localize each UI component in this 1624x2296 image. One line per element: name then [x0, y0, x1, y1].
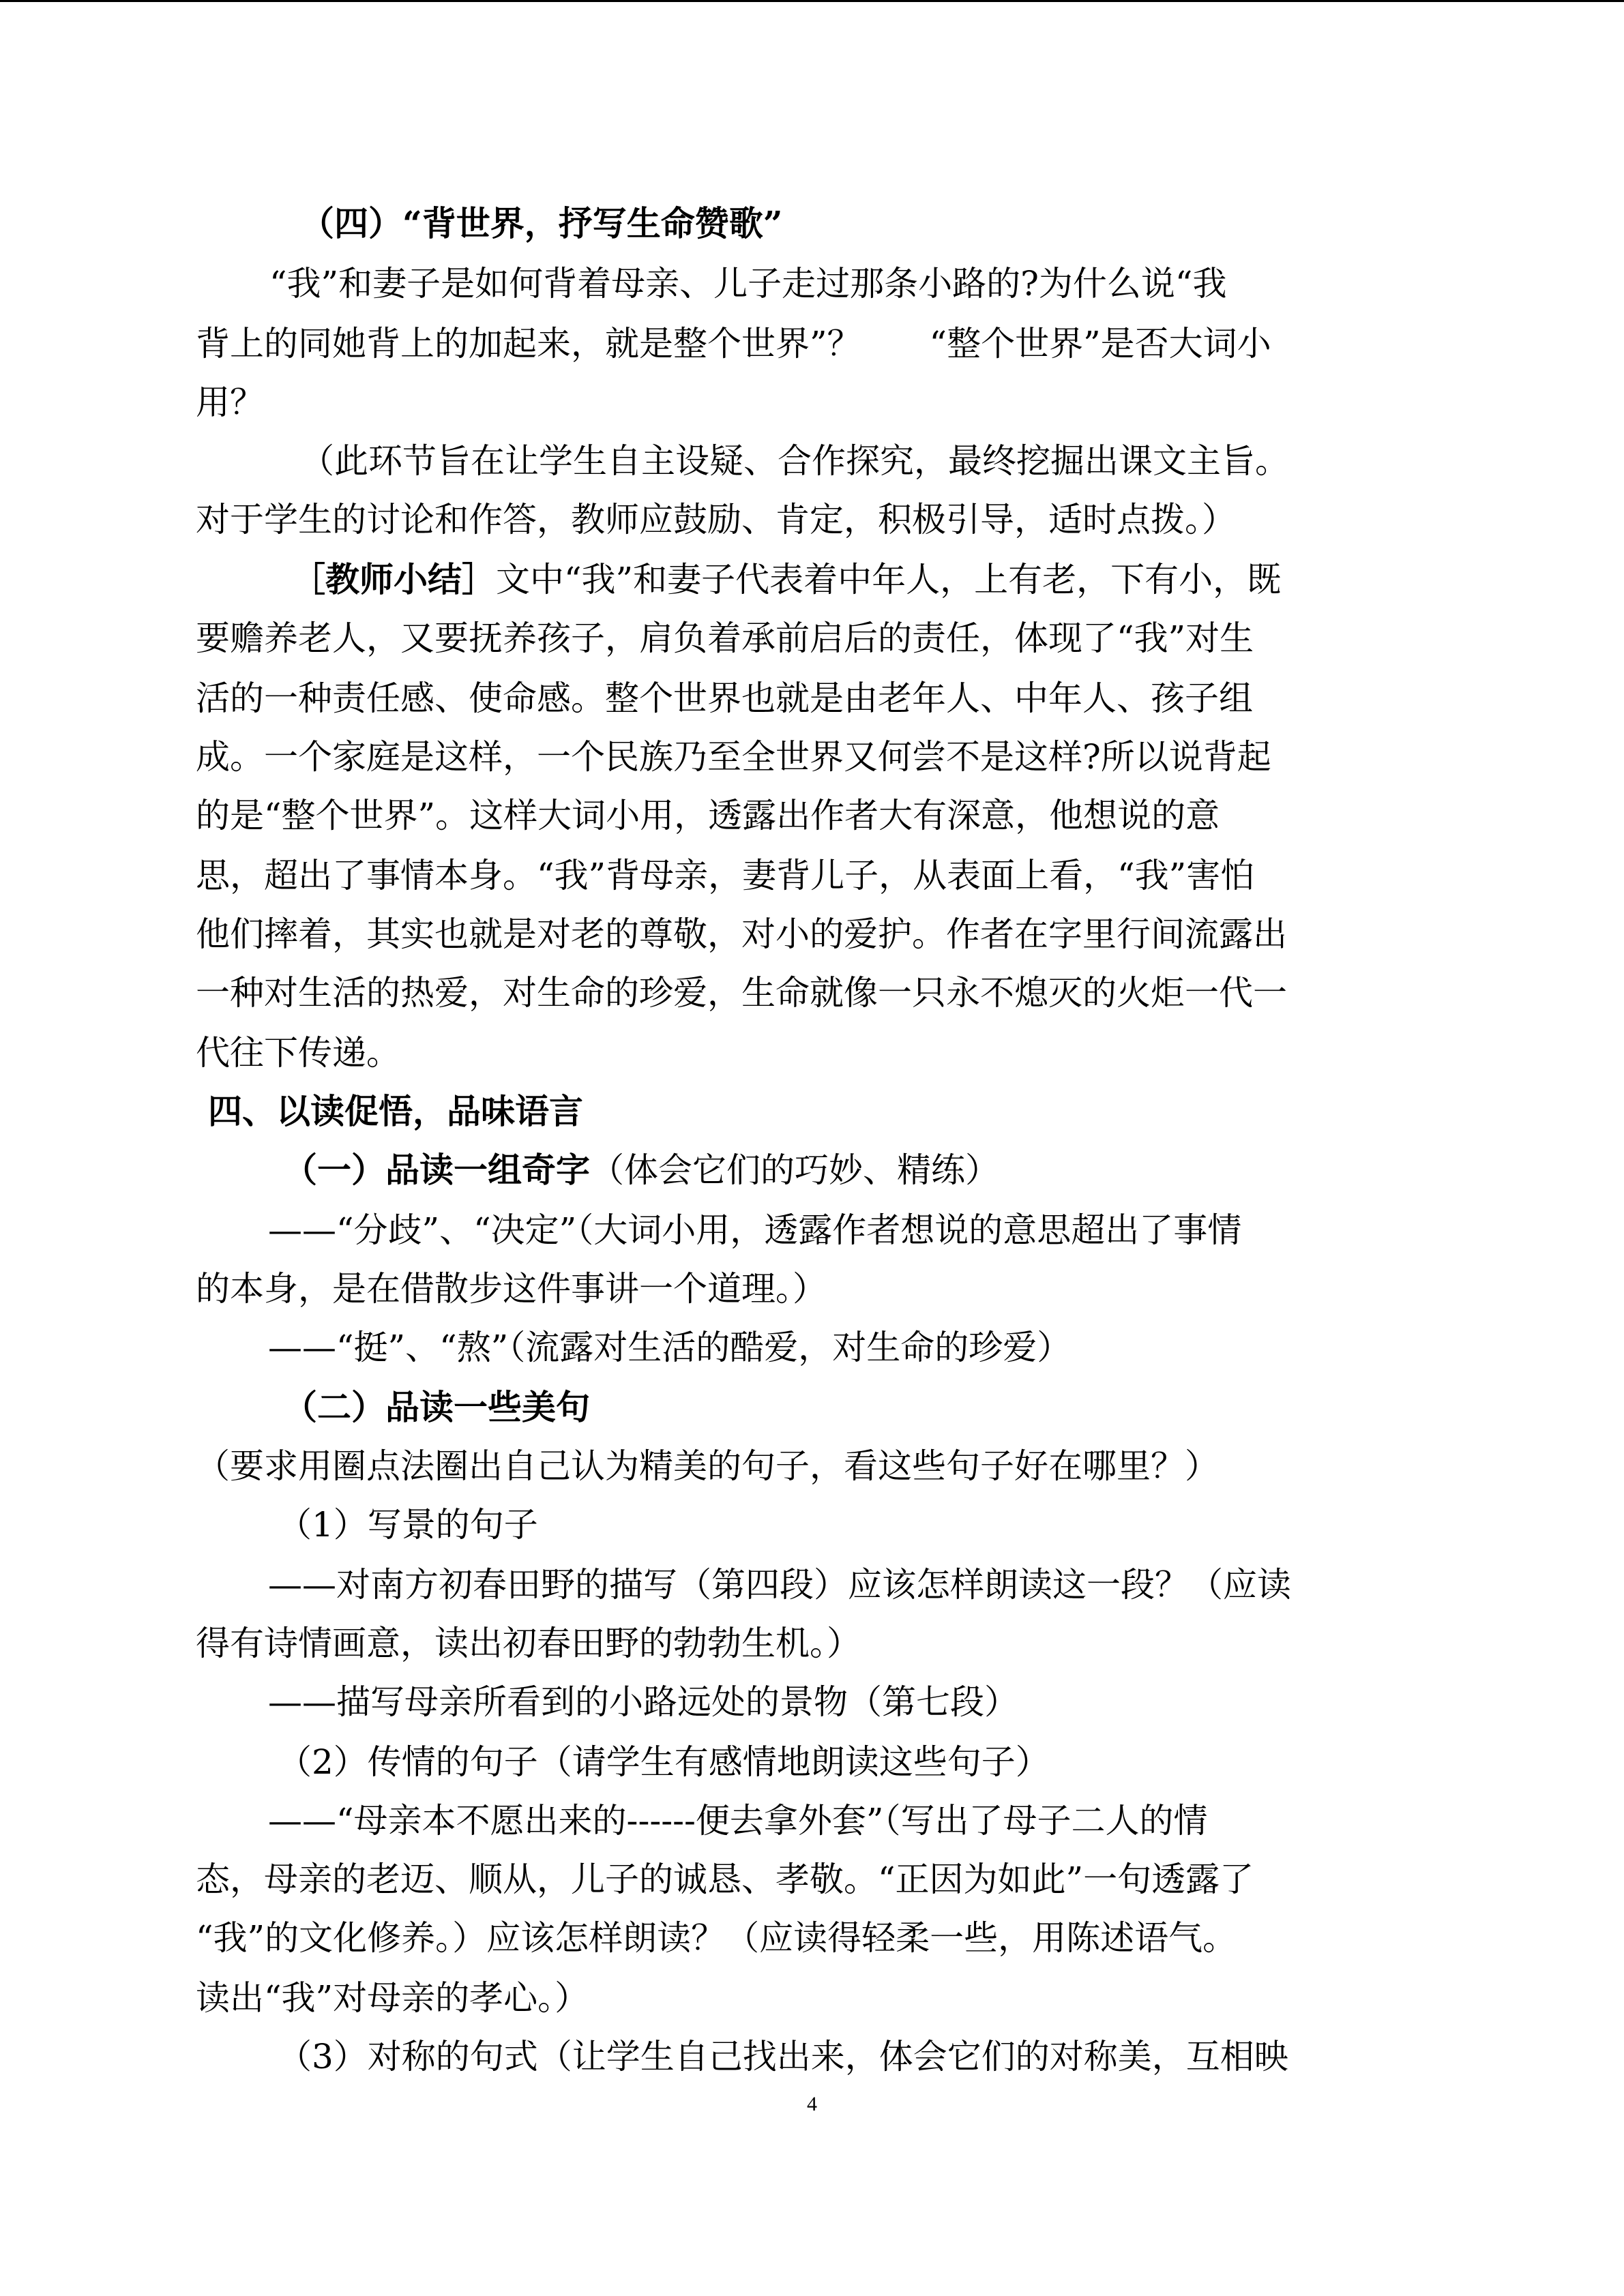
line-text: 他们摔着，其实也就是对老的尊敬，对小的爱护。作者在字里行间流露出	[196, 914, 1287, 954]
line-text: 要赡养老人，又要抚养孩子，肩负着承前启后的责任，体现了“我”对生	[196, 618, 1254, 658]
text-line	[196, 1978, 589, 2018]
text-line	[268, 1210, 1241, 1251]
line-text: （3）对称的句式（让学生自己找出来，体会它们的对称美，互相映	[278, 2037, 1288, 2076]
line-text: 态，母亲的老迈、顺从，儿子的诚恳、孝敬。“正因为如此”一句透露了	[196, 1860, 1254, 1899]
text-line	[196, 1268, 827, 1309]
text-line	[196, 1032, 400, 1073]
text-line	[283, 1150, 999, 1191]
line-text: 背上的同她背上的加起来，就是整个世界”？ “整个世界”是否大词小	[196, 324, 1271, 363]
line-text: 一种对生活的热爱，对生命的珍爱，生命就像一只永不熄灭的火炬一代一	[196, 973, 1287, 1013]
line-text: （2）传情的句子（请学生有感情地朗读这些句子）	[278, 1742, 1050, 1782]
line-text: 代往下传递。	[196, 1033, 400, 1073]
bold-label: （一）品读一组奇字	[283, 1150, 590, 1190]
text-line	[196, 1918, 1237, 1958]
text-line	[196, 1446, 1219, 1487]
text-line	[196, 972, 1287, 1013]
line-text: ——对南方初春田野的描写（第四段）应该怎样朗读这一段？（应读	[268, 1565, 1291, 1605]
text-line	[196, 736, 1271, 777]
line-text: （要求用圈点法圈出自己认为精美的句子，看这些句子好在哪里？）	[196, 1446, 1219, 1486]
text-line	[278, 1504, 538, 1545]
line-text: 成。一个家庭是这样，一个民族乃至全世界又何尝不是这样?所以说背起	[196, 737, 1271, 777]
line-text: “我”的文化修养。）应该怎样朗读？（应读得轻柔一些，用陈述语气。	[196, 1918, 1237, 1958]
line-text: 文中“我”和妻子代表着中年人，上有老，下有小，既	[496, 560, 1282, 599]
text-line	[196, 499, 1236, 540]
text-line	[196, 795, 1220, 836]
line-text: （此环节旨在让学生自主设疑、合作探究，最终挖掘出课文主旨。	[300, 441, 1289, 481]
text-line	[196, 1623, 861, 1664]
text-line	[278, 1742, 1050, 1783]
text-line	[278, 2036, 1288, 2077]
text-line	[196, 618, 1254, 659]
text-line	[196, 914, 1287, 955]
line-text: （体会它们的巧妙、精练）	[590, 1150, 999, 1190]
text-line	[196, 1859, 1254, 1900]
page-number: 4	[807, 2093, 817, 2115]
text-line	[300, 441, 1289, 481]
line-text: ——“挺”、“熬”（流露对生活的酷爱，对生命的珍爱）	[268, 1328, 1072, 1367]
top-border-line	[0, 0, 1624, 2]
line-text: 四、以读促悟，品味语言	[208, 1091, 583, 1131]
text-line	[208, 1091, 583, 1132]
line-text: （二）品读一些美句	[283, 1387, 590, 1427]
text-line	[269, 263, 1227, 304]
text-line	[196, 855, 1254, 896]
line-text: ——“分歧”、“决定”（大词小用，透露作者想说的意思超出了事情	[268, 1210, 1242, 1250]
line-text: 用？	[196, 383, 264, 422]
line-text: 对于学生的讨论和作答，教师应鼓励、肯定，积极引导，适时点拨。）	[196, 500, 1236, 539]
line-text: （四）“背世界，抒写生命赞歌”	[300, 203, 783, 243]
line-text: （1）写景的句子	[278, 1505, 538, 1545]
line-text: ——“母亲本不愿出来的------便去拿外套”（写出了母子二人的情	[268, 1801, 1208, 1840]
text-line	[268, 1327, 1071, 1368]
text-line	[196, 323, 1271, 364]
line-text: 的是“整个世界”。这样大词小用，透露出作者大有深意，他想说的意	[196, 796, 1220, 835]
text-line	[196, 382, 264, 423]
line-text: ——描写母亲所看到的小路远处的景物（第七段）	[268, 1682, 1018, 1722]
line-text: 得有诗情画意，读出初春田野的勃勃生机。）	[196, 1624, 861, 1663]
text-line	[300, 203, 783, 244]
line-text: 读出“我”对母亲的孝心。）	[196, 1978, 589, 2018]
text-line	[196, 678, 1253, 719]
text-line	[283, 1387, 590, 1428]
line-text: “我”和妻子是如何背着母亲、儿子走过那条小路的?为什么说“我	[269, 264, 1227, 303]
line-text: 的本身，是在借散步这件事讲一个道理。）	[196, 1269, 827, 1309]
text-line	[291, 559, 1281, 600]
text-line	[268, 1800, 1208, 1841]
bold-label: ［教师小结］	[291, 559, 496, 599]
line-text: 思，超出了事情本身。“我”背母亲，妻背儿子，从表面上看，“我”害怕	[196, 856, 1255, 895]
line-text: 活的一种责任感、使命感。整个世界也就是由老年人、中年人、孩子组	[196, 679, 1253, 718]
text-line	[268, 1564, 1291, 1605]
text-line	[268, 1682, 1018, 1723]
